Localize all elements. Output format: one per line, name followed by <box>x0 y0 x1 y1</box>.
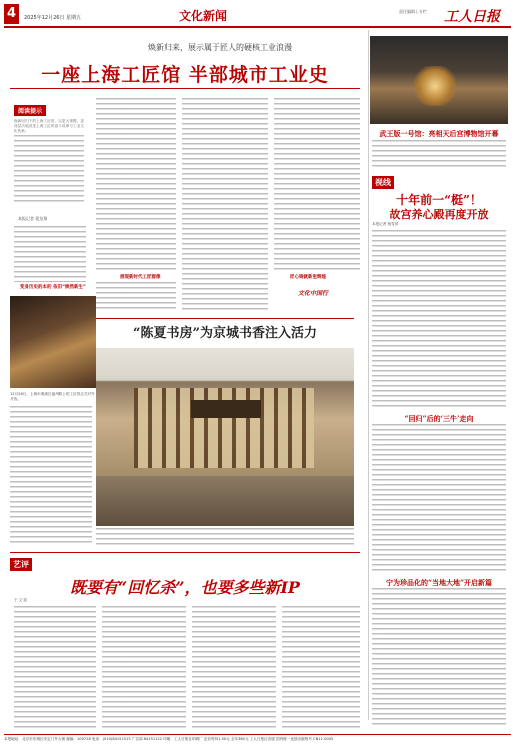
editor-credit: 责任编辑 | 专栏 <box>399 9 427 14</box>
column-divider <box>368 30 369 720</box>
bottom-text-col2 <box>102 606 186 730</box>
lead-title: 一座上海工匠馆 半部城市工业史 <box>41 64 329 86</box>
right-subheadline: 故宫养心殿再度开放 <box>389 208 489 221</box>
lead-text-col2 <box>96 98 176 270</box>
section-title: 文化新闻 <box>179 9 228 23</box>
lead-photo <box>10 296 96 388</box>
lead-photo-caption: 12月26日，上海市黄浦区福州路上的工匠馆正式对外开放。 <box>10 392 95 401</box>
bottom-rule <box>10 552 360 553</box>
right-text-3 <box>372 588 506 728</box>
right-text-2 <box>372 424 506 574</box>
bottom-text-col3 <box>192 606 276 730</box>
bottom-byline: 于 文 凯 <box>14 598 28 602</box>
right-text-1 <box>372 230 506 410</box>
lead-subhead3: 匠心铸就新里辉煌 <box>290 275 326 280</box>
reading-tip-body: 焕新回归下的上海工匠馆，以更大规模、更深层次地讲述上海工匠的奋斗故事与工业文化传承。 <box>14 119 84 134</box>
bottom-section-tag: 艺评 <box>10 558 32 571</box>
page-number: 4 <box>4 4 19 24</box>
right-photo-caption: 武王版一号馆：亮相天后宫博物馆开幕 <box>379 129 499 138</box>
bottom-text-col4 <box>282 606 360 730</box>
lead-subhead1: 变身历史的本的 依旧“焕然新生” <box>20 285 86 290</box>
right-photo <box>370 36 508 124</box>
right-caption-text <box>372 140 506 170</box>
reading-tip-filler <box>14 135 84 205</box>
lead-kicker: 焕新归来，展示属于匠人的硬核工业浪漫 <box>148 43 292 52</box>
feature-text <box>96 528 354 548</box>
lead-byline: 本报记者 裴龙翔 <box>18 216 48 221</box>
page-footer: 本报地址：北京市东城区安定门外大街 邮编：100718 电话：(010)84151515 广告部 84151122 印刷：工人日报社印刷厂 定价每份1.50元 全年360元 工人日报社出版 国内统一连续出版物号 CN11-0005 <box>4 734 511 746</box>
issue-date: 2025年12月26日 星期五 <box>24 15 82 21</box>
page-header <box>4 4 511 28</box>
lead-subhead2: 展现新时代工匠群像 <box>120 275 161 280</box>
reading-tip-text <box>14 119 84 211</box>
reading-tip-box <box>14 98 84 208</box>
lead-text-col5 <box>10 406 92 546</box>
lead-text-col1 <box>14 226 86 282</box>
masthead-logo: 工人日报 <box>444 9 500 25</box>
shop-sign-shape <box>191 400 261 418</box>
bottom-title: 既要有“回忆杀”，也要多些新IP <box>70 578 300 597</box>
feature-title: “陈夏书房”为京城书香注入活力 <box>133 326 317 341</box>
right-byline: 本报记者 杨雪萍 <box>372 222 399 226</box>
right-headline: 十年前一“梃”！ <box>396 193 482 207</box>
right-subhead1: “回归”后的‘三牛’走向 <box>404 414 474 423</box>
lead-text-col3 <box>182 98 268 312</box>
feature-photo <box>96 348 354 526</box>
right-section-tag: 视线 <box>372 176 394 189</box>
reading-tip-label: 阅读提示 <box>14 105 46 116</box>
bottom-text-col1 <box>14 606 96 730</box>
right-subhead2: 宁为珍品化的“当地大地”开启新篇 <box>385 578 493 587</box>
exhibit-light-shape <box>410 66 460 106</box>
lead-text-col4 <box>274 98 360 270</box>
lead-text-col2b <box>96 282 176 312</box>
lead-rule <box>10 88 360 89</box>
column-logo: 文化中国行 <box>298 290 329 297</box>
floor-shape <box>96 476 354 526</box>
feature-rule <box>96 318 354 319</box>
